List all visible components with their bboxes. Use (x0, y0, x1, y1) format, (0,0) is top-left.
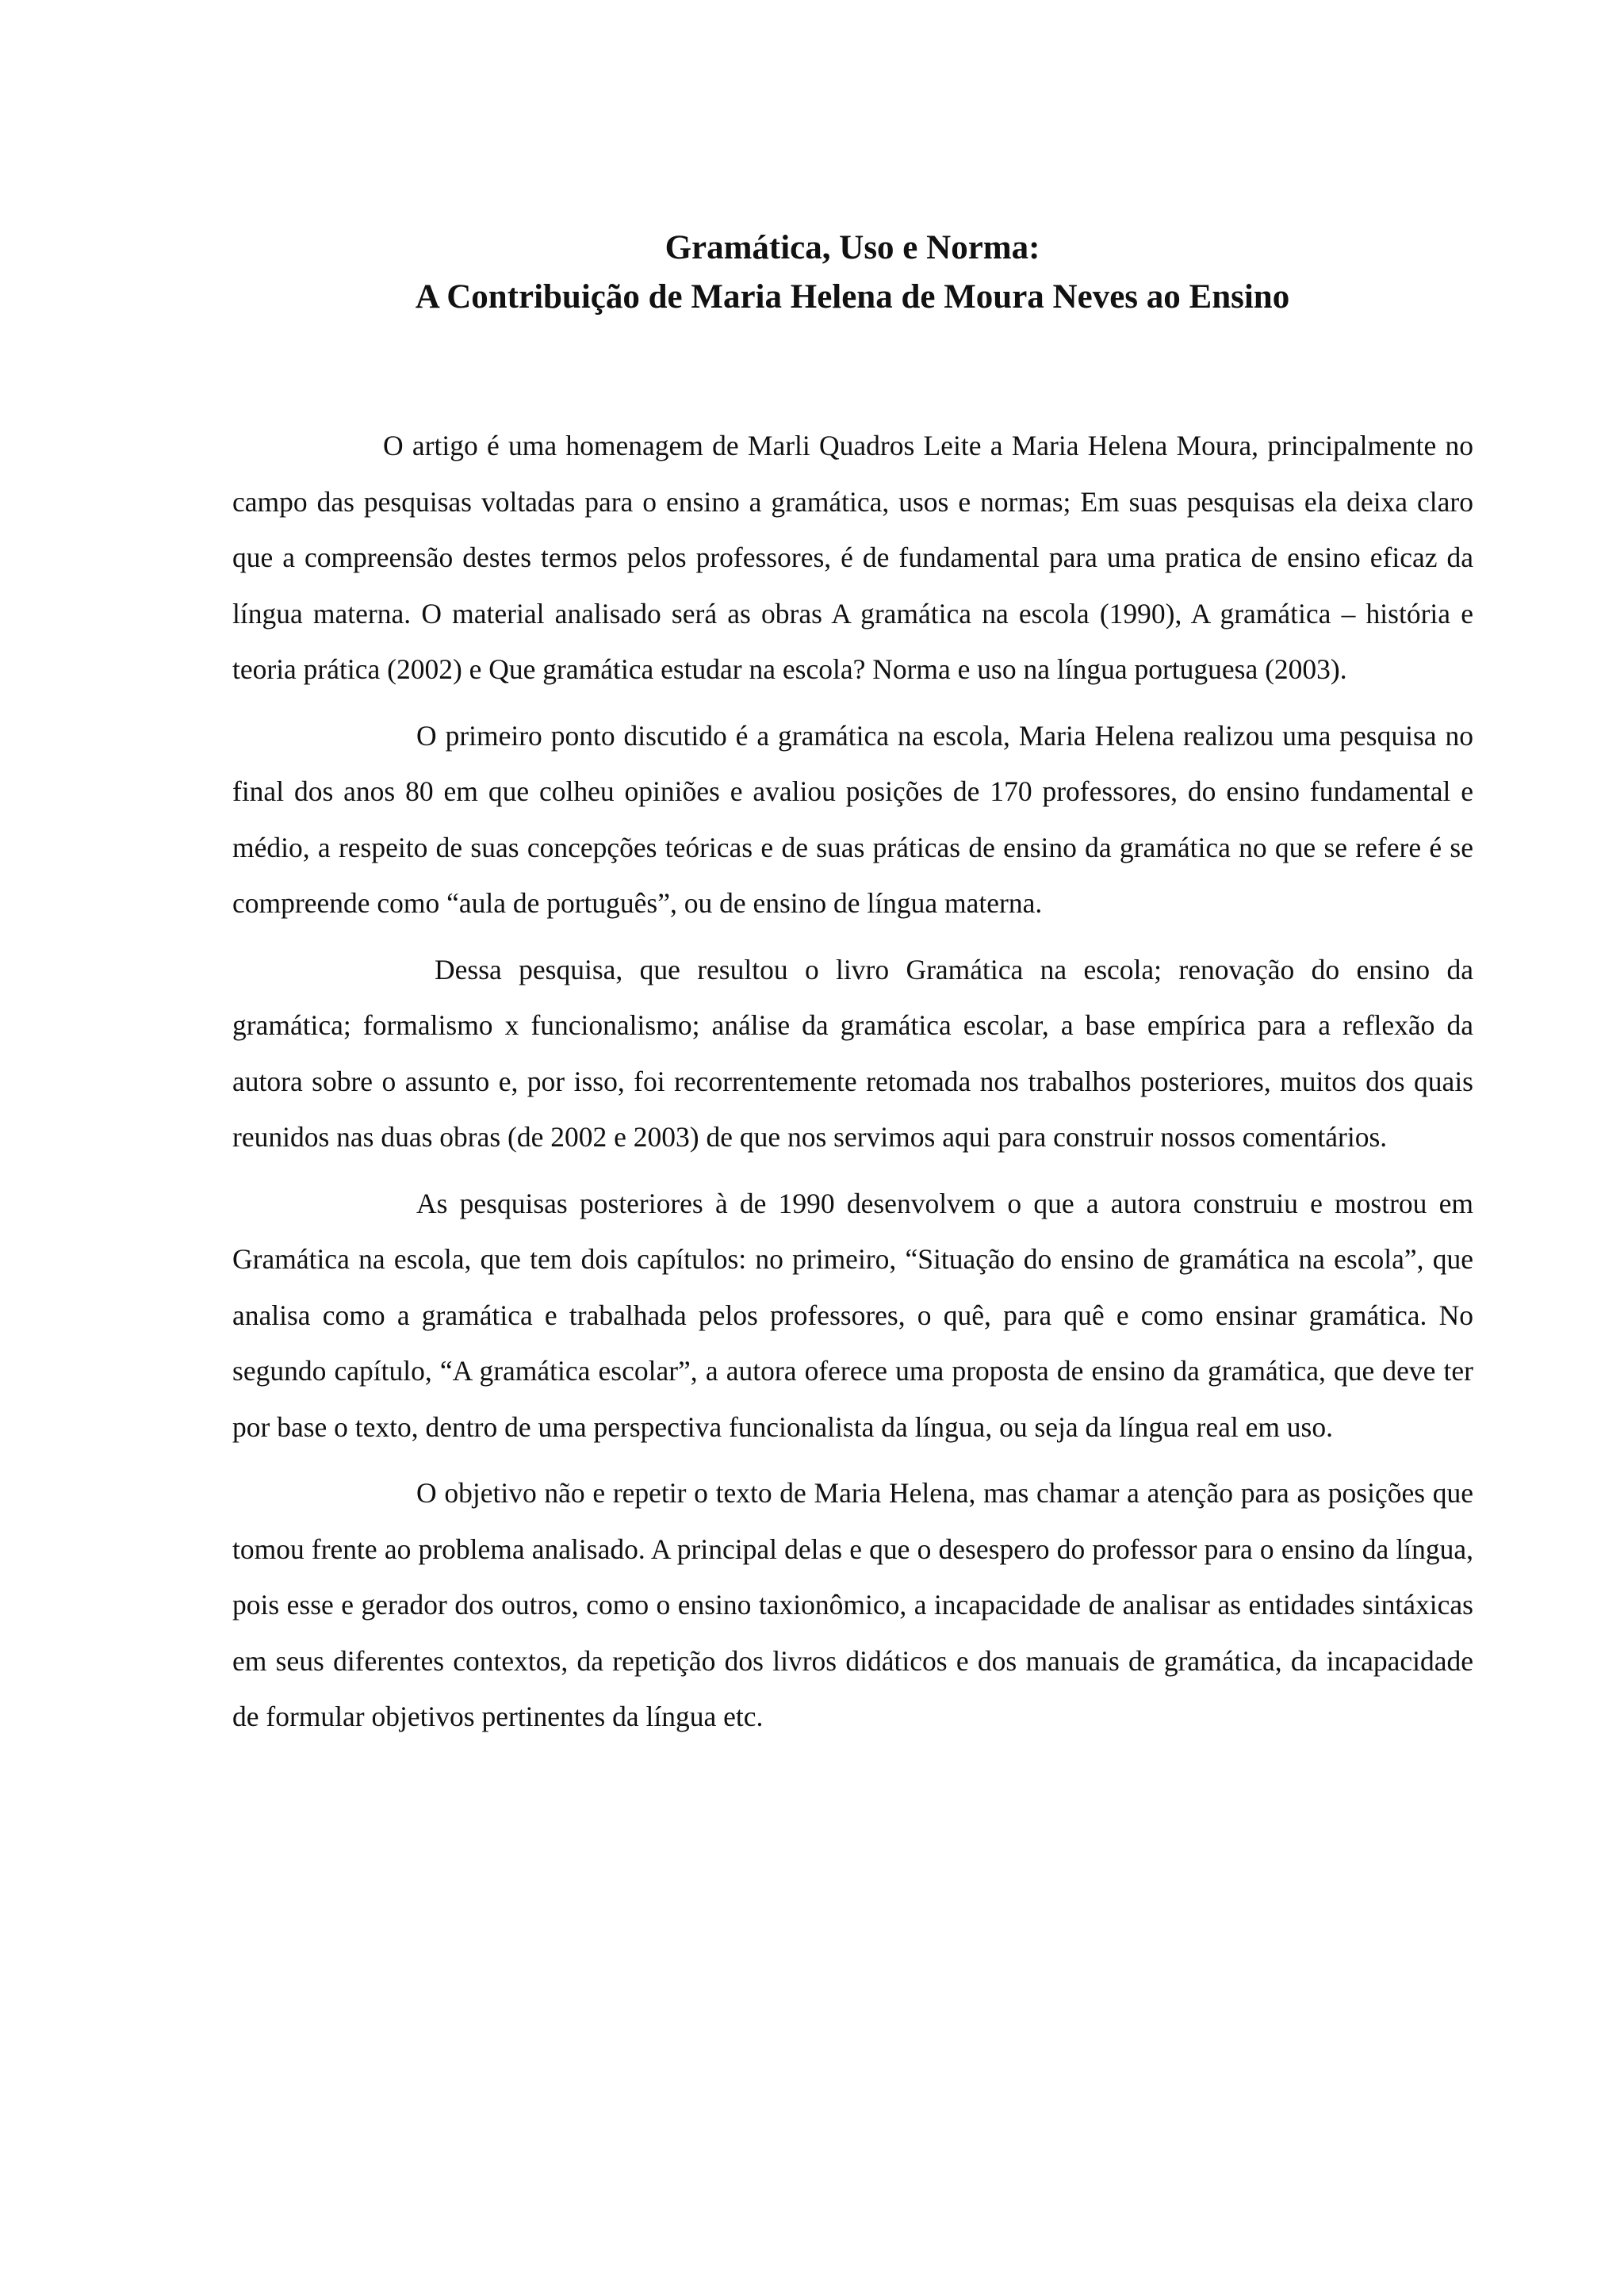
title-block (230, 224, 1475, 322)
paragraph-spacer (232, 1455, 1473, 1465)
paragraph-spacer (232, 698, 1473, 708)
title-line-2: A Contribuição de Maria Helena de Moura Neves ao Ensino (415, 278, 1290, 316)
paragraph-4: As pesquisas posteriores à de 1990 desenvolvem o que a autora construiu e mostrou em Gramática na escola, que tem dois capítulos: no primeiro, “Situação do ensino de gramática na escola”, que analisa como a gramática e trabalhada pelos professores, o quê, para quê e como ensinar gramática. No segundo capítulo, “A gramática escolar”, a autora oferece uma proposta de ensino da gramática, que deve ter por base o texto, dentro de uma perspectiva funcionalista da língua, ou seja da língua real em uso. (232, 1187, 1473, 1443)
paragraph-5: O objetivo não e repetir o texto de Maria Helena, mas chamar a atenção para as posições que tomou frente ao problema analisado. A principal delas e que o desespero do professor para o ensino da língua, pois esse e gerador dos outros, como o ensino taxionômico, a incapacidade de analisar as entidades sintáxicas em seus diferentes contextos, da repetição dos livros didáticos e dos manuais de gramática, da incapacidade de formular objetivos pertinentes da língua etc. (232, 1477, 1473, 1732)
paragraph-spacer (232, 1165, 1473, 1176)
article-body (232, 418, 1473, 1745)
paragraph-3: Dessa pesquisa, que resultou o livro Gramática na escola; renovação do ensino da gramática; formalismo x funcionalismo; análise da gramática escolar, a base empírica para a reflexão da autora sobre o assunto e, por isso, foi recorrentemente retomada nos trabalhos posteriores, muitos dos quais reunidos nas duas obras (de 2002 e 2003) de que nos servimos aqui para construir nossos comentários. (232, 953, 1473, 1153)
paragraph-1: O artigo é uma homenagem de Marli Quadros Leite a Maria Helena Moura, principalmente no campo das pesquisas voltadas para o ensino a gramática, usos e normas; Em suas pesquisas ela deixa claro que a compreensão destes termos pelos professores, é de fundamental para uma pratica de ensino eficaz da língua materna. O material analisado será as obras A gramática na escola (1990), A gramática – história e teoria prática (2002) e Que gramática estudar na escola? Norma e uso na língua portuguesa (2003). (232, 430, 1473, 685)
title-line-1: Gramática, Uso e Norma: (665, 229, 1040, 266)
paragraph-spacer (232, 932, 1473, 942)
paragraph-2: O primeiro ponto discutido é a gramática na escola, Maria Helena realizou uma pesquisa no final dos anos 80 em que colheu opiniões e avaliou posições de 170 professores, do ensino fundamental e médio, a respeito de suas concepções teóricas e de suas práticas de ensino da gramática no que se refere é se compreende como “aula de português”, ou de ensino de língua materna. (232, 719, 1473, 919)
